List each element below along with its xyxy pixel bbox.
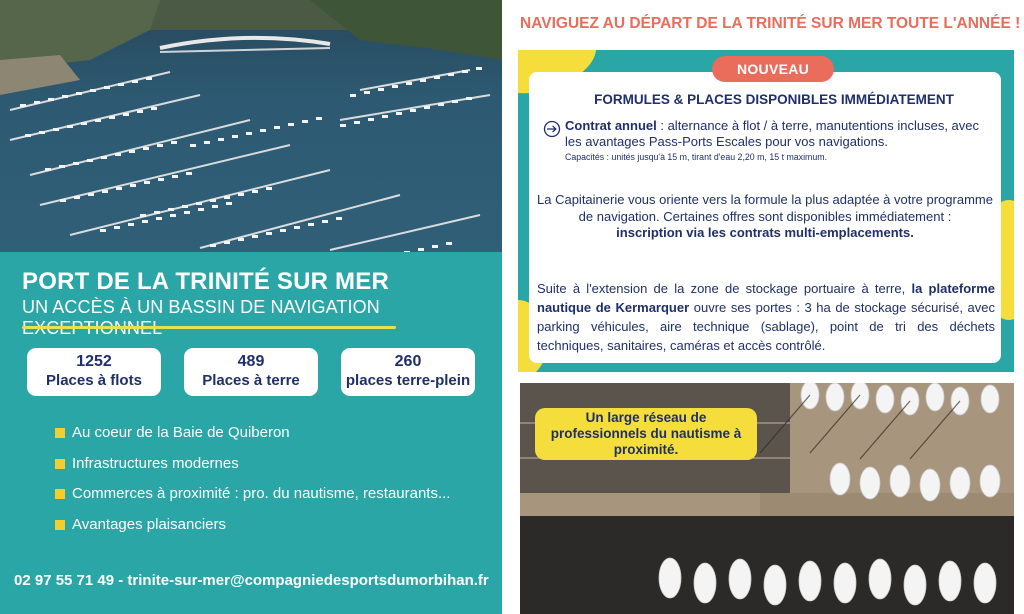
extension-body-1: Suite à l'extension de la zone de stockage portuaire à terre, [537,281,912,296]
feature-text: Commerces à proximité : pro. du nautisme, restaurants... [72,485,451,502]
arrow-circle-right-icon [543,120,561,138]
port-title: PORT DE LA TRINITÉ SUR MER [22,268,389,295]
capacity-note: Capacités : unités jusqu'à 15 m, tirant d'eau 2,20 m, 15 t maximum. [565,152,828,162]
card-title: FORMULES & PLACES DISPONIBLES IMMÉDIATEMENT [594,92,954,107]
title-divider [22,326,396,329]
stat-card-afloat [27,348,161,396]
offer-name: Contrat annuel [565,118,657,133]
stat-label: places terre-plein [345,372,471,389]
yellow-square-icon [55,459,65,469]
contact-line[interactable]: 02 97 55 71 49 - trinite-sur-mer@compagniedesportsdumorbihan.fr [14,572,489,589]
extension-body-2: ouvre ses portes : 3 ha de stockage sécurisé, avec parking véhicules, aire technique (sablage), point de tri des déchets techniques, sanitaires, caméras et accès contrôlé. [537,300,995,353]
list-item [55,455,450,486]
extension-text [537,279,995,355]
feature-text: Avantages plaisanciers [72,515,226,533]
stat-number: 1252 [76,353,112,370]
offer-description [565,118,995,150]
yellow-square-icon [55,428,65,438]
list-item [55,485,450,516]
stat-number: 489 [237,353,265,370]
feature-list [55,424,450,546]
capitainerie-text [534,192,996,242]
feature-text: Infrastructures modernes [72,454,239,472]
stat-number: 260 [394,353,422,370]
new-badge: NOUVEAU [712,56,834,82]
marina-aerial-photo [0,0,502,252]
list-item [55,424,450,455]
stat-card-ashore [184,348,318,396]
feature-text: Au coeur de la Baie de Quiberon [72,424,290,441]
capitainerie-body: La Capitainerie vous oriente vers la formule la plus adaptée à votre programme de navigation. Certaines offres sont disponibles immédiatement : [537,192,993,224]
stat-label: Places à flots [46,372,142,389]
left-panel [0,0,502,614]
yellow-square-icon [55,520,65,530]
stat-card-yard [341,348,475,396]
right-headline: NAVIGUEZ AU DÉPART DE LA TRINITÉ SUR MER TOUTE L'ANNÉE ! [520,15,1021,32]
port-subtitle: UN ACCÈS À UN BASSIN DE NAVIGATION [22,297,380,317]
extension-highlight: la plateforme nautique de Kermarquer [537,281,995,315]
stat-label: Places à terre [202,372,300,389]
yellow-square-icon [55,489,65,499]
offer-text: : alternance à flot / à terre, manutentions incluses, avec les avantages Pass-Ports Escales pour vos navigations. [565,118,980,149]
capitainerie-highlight: inscription via les contrats multi-emplacements. [616,225,914,240]
professionals-label: Un large réseau de professionnels du nautisme à proximité. [535,408,757,460]
list-item [55,516,450,547]
